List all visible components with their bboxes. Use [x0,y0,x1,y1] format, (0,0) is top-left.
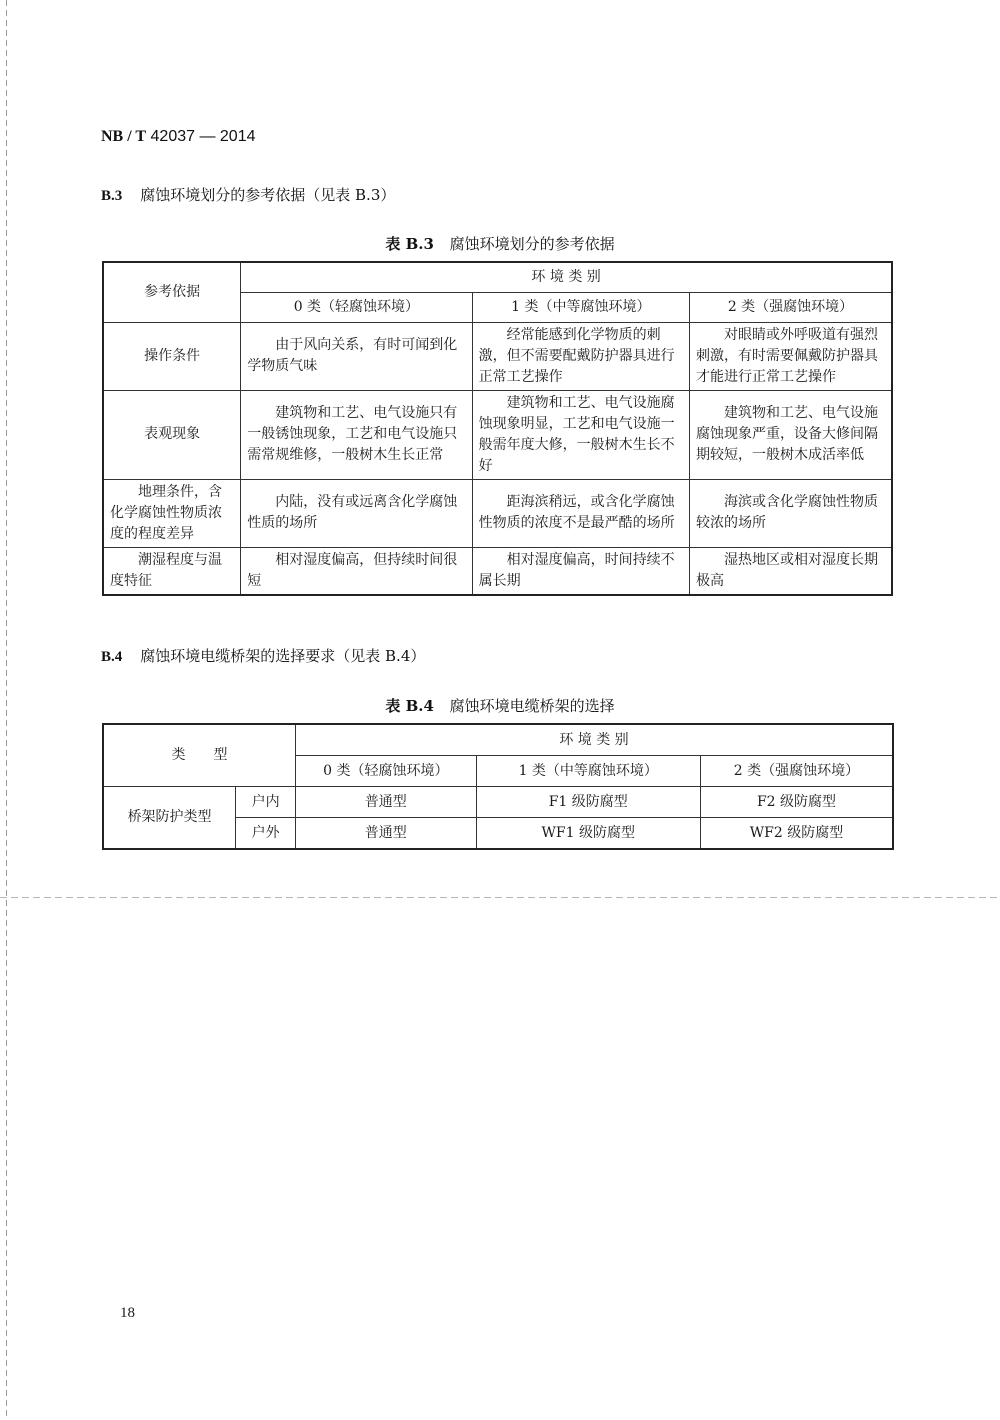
table-cell: 相对湿度偏高，时间持续不属长期 [472,547,689,595]
table-cell: F2 级防腐型 [700,787,893,818]
table-caption-b3 [0,233,1000,254]
section-title: 腐蚀环境划分的参考依据（见表 B.3） [140,186,396,204]
table-cell: 相对湿度偏高，但持续时间很短 [241,547,472,595]
row-header: 表观现象 [103,390,241,479]
scan-fold-line [0,897,1000,898]
section-heading-b3 [101,184,395,205]
table-caption-title: 腐蚀环境划分的参考依据 [449,235,615,253]
table-caption-label: 表 B.3 [385,235,434,253]
table-cell: 建筑物和工艺、电气设施只有一般锈蚀现象，工艺和电气设施只需常规维修，一般树木生长正常 [241,390,472,479]
table-cell: WF1 级防腐型 [476,818,700,850]
table-cell: 内陆，没有或远离含化学腐蚀性质的场所 [241,479,472,547]
section-heading-b4 [101,645,425,666]
table-corner-header: 类 型 [103,724,296,787]
column-header: 2 类（强腐蚀环境） [700,756,893,787]
column-header: 0 类（轻腐蚀环境） [296,756,477,787]
row-header: 潮湿程度与温度特征 [103,547,241,595]
row-header: 户内 [236,787,296,818]
table-cell: 湿热地区或相对湿度长期极高 [690,547,893,595]
table-cell: 经常能感到化学物质的刺激，但不需要配戴防护器具进行正常工艺操作 [472,322,689,390]
column-header: 2 类（强腐蚀环境） [690,292,893,322]
table-group-header: 环 境 类 别 [241,262,892,292]
table-b3 [102,261,893,596]
section-title: 腐蚀环境电缆桥架的选择要求（见表 B.4） [140,647,426,665]
table-row [103,787,893,818]
column-header: 0 类（轻腐蚀环境） [241,292,472,322]
table-row [103,547,892,595]
table-caption-title: 腐蚀环境电缆桥架的选择 [449,697,615,715]
table-cell: 距海滨稍远，或含化学腐蚀性物质的浓度不是最严酷的场所 [472,479,689,547]
page-number: 18 [120,1305,135,1321]
section-number: B.3 [101,188,123,204]
table-corner-header: 参考依据 [103,262,241,322]
table-cell: F1 级防腐型 [476,787,700,818]
row-header: 操作条件 [103,322,241,390]
table-caption-b4 [0,695,1000,716]
standard-number: 42037 — 2014 [150,128,256,145]
row-header: 地理条件，含化学腐蚀性物质浓度的程度差异 [103,479,241,547]
standard-code [101,128,256,146]
table-cell: 建筑物和工艺、电气设施腐蚀现象明显，工艺和电气设施一般需年度大修，一般树木生长不好 [472,390,689,479]
table-cell: 建筑物和工艺、电气设施腐蚀现象严重，设备大修间隔期较短，一般树木成活率低 [690,390,893,479]
table-b4 [102,723,894,850]
table-cell: 对眼睛或外呼吸道有强烈刺激，有时需要佩戴防护器具才能进行正常工艺操作 [690,322,893,390]
table-cell: 海滨或含化学腐蚀性物质较浓的场所 [690,479,893,547]
table-cell: WF2 级防腐型 [700,818,893,850]
table-cell: 普通型 [296,787,477,818]
table-row [103,479,892,547]
row-header: 户外 [236,818,296,850]
column-header: 1 类（中等腐蚀环境） [472,292,689,322]
standard-prefix: NB / T [101,128,147,145]
table-group-header: 环 境 类 别 [296,724,893,756]
table-row [103,322,892,390]
table-caption-label: 表 B.4 [385,697,434,715]
table-cell: 普通型 [296,818,477,850]
row-group-header: 桥架防护类型 [103,787,236,850]
column-header: 1 类（中等腐蚀环境） [476,756,700,787]
table-row [103,390,892,479]
section-number: B.4 [101,649,123,665]
table-cell: 由于风向关系，有时可闻到化学物质气味 [241,322,472,390]
